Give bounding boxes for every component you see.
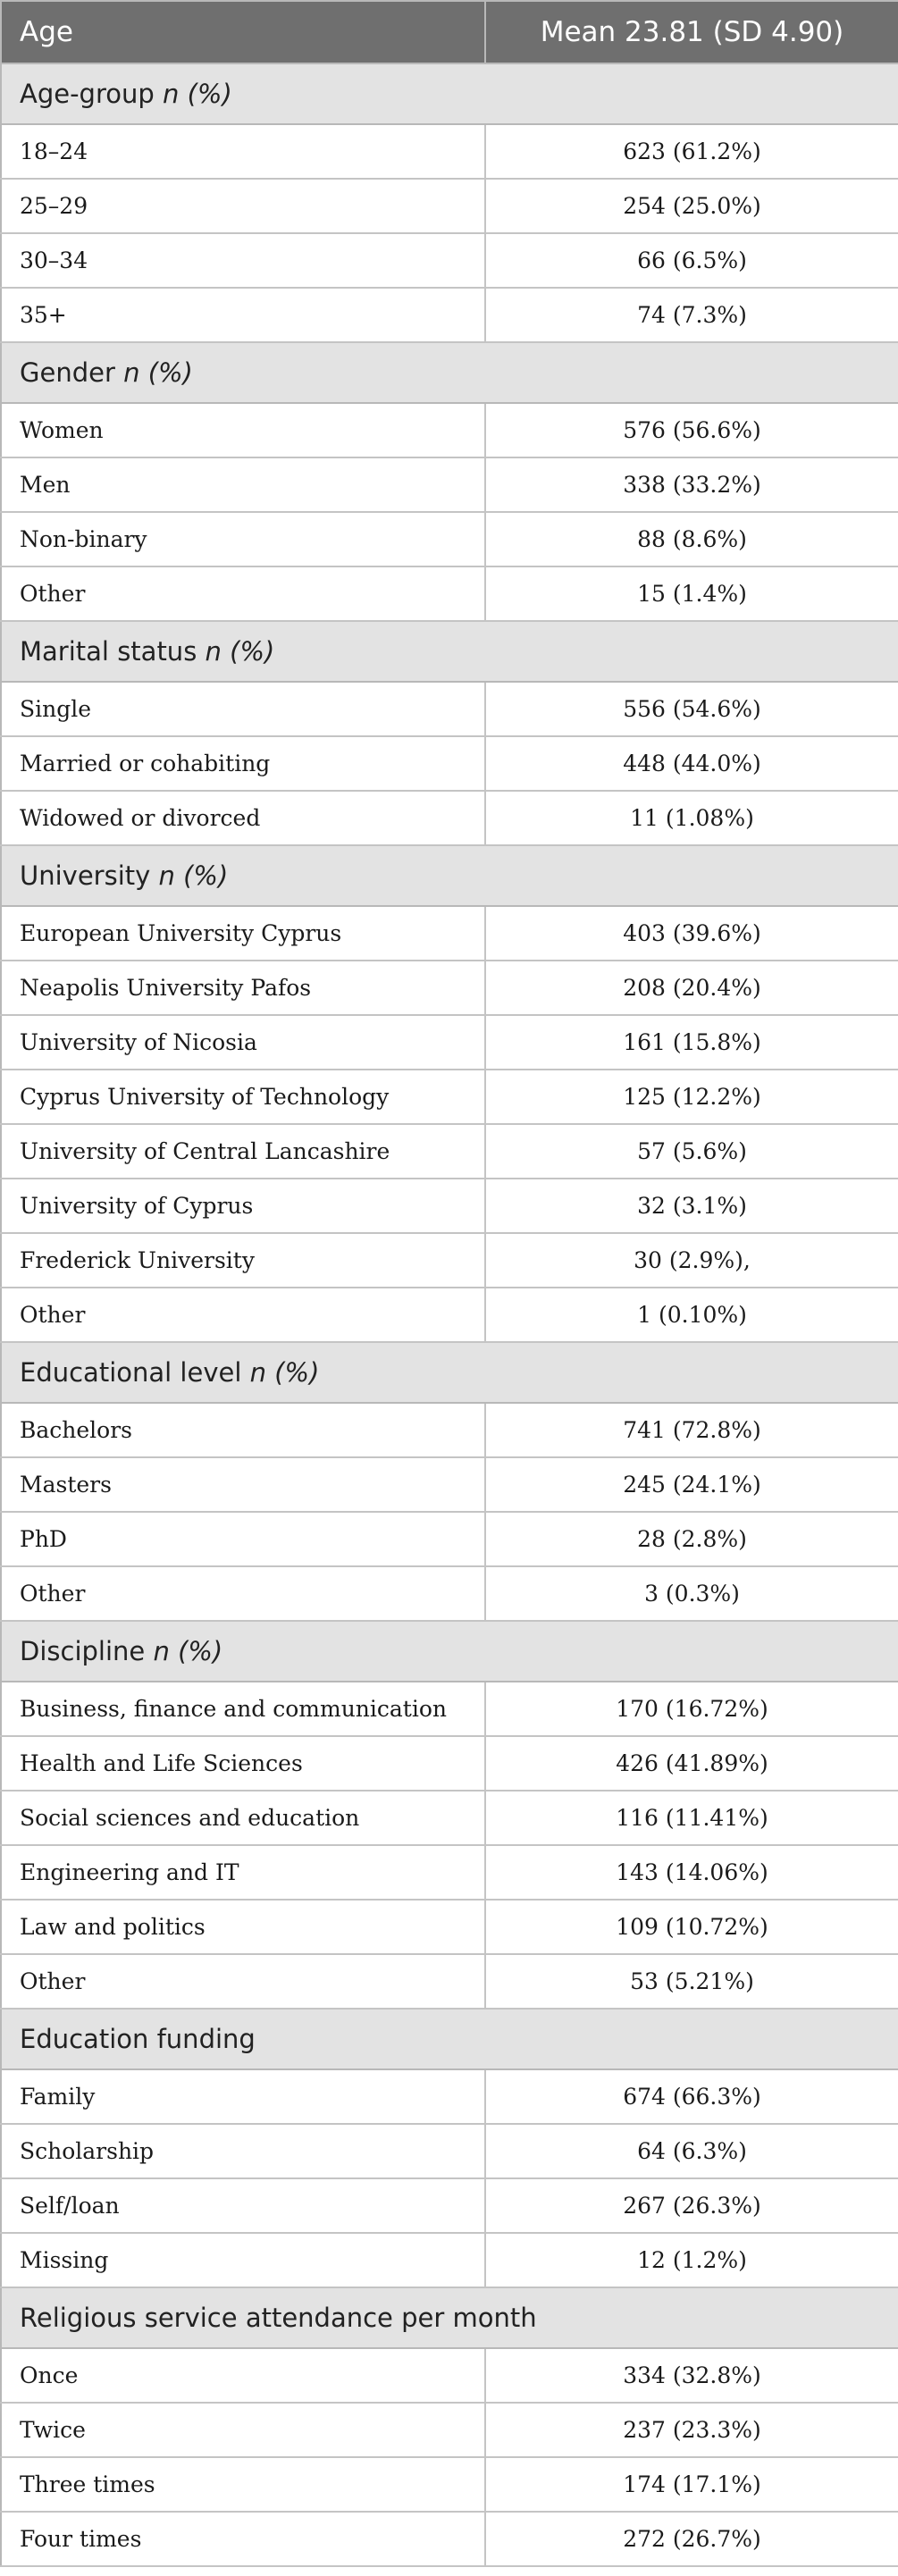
- row-value: 623 (61.2%): [485, 124, 898, 179]
- row-value: 576 (56.6%): [485, 403, 898, 457]
- row-label: University of Central Lancashire: [1, 1124, 485, 1179]
- row-value: 53 (5.21%): [485, 1954, 898, 2009]
- section-title-suffix: n (%): [153, 1636, 223, 1666]
- row-value: 161 (15.8%): [485, 1015, 898, 1070]
- section-title-text: Religious service attendance per month: [20, 2303, 537, 2333]
- section-title-suffix: n (%): [123, 357, 193, 388]
- row-value: 74 (7.3%): [485, 288, 898, 342]
- row-value: 426 (41.89%): [485, 1736, 898, 1791]
- row-label: Three times: [1, 2457, 485, 2512]
- table-row: [1, 1791, 898, 1845]
- section-title: [1, 845, 898, 906]
- table-row: [1, 124, 898, 179]
- row-label: Bachelors: [1, 1403, 485, 1457]
- table-row: [1, 1015, 898, 1070]
- header-mean: Mean 23.81 (SD 4.90): [485, 1, 898, 63]
- table-row: [1, 1512, 898, 1566]
- row-label: Twice: [1, 2403, 485, 2457]
- row-label: 35+: [1, 288, 485, 342]
- row-value: 125 (12.2%): [485, 1070, 898, 1124]
- row-label: PhD: [1, 1512, 485, 1566]
- row-label: Four times: [1, 2512, 485, 2566]
- section-title-suffix: n (%): [249, 1357, 320, 1388]
- table-row: [1, 682, 898, 736]
- row-label: Masters: [1, 1457, 485, 1512]
- row-value: 208 (20.4%): [485, 961, 898, 1015]
- row-value: 170 (16.72%): [485, 1682, 898, 1736]
- row-label: Frederick University: [1, 1233, 485, 1288]
- table-row: [1, 1736, 898, 1791]
- section-title-suffix: n (%): [205, 636, 275, 667]
- row-value: 57 (5.6%): [485, 1124, 898, 1179]
- table-row: [1, 1566, 898, 1621]
- row-label: Other: [1, 566, 485, 621]
- table-row: [1, 2403, 898, 2457]
- table-row: [1, 1403, 898, 1457]
- table-row: [1, 1845, 898, 1900]
- row-value: 245 (24.1%): [485, 1457, 898, 1512]
- row-label: European University Cyprus: [1, 906, 485, 961]
- table-row: [1, 1070, 898, 1124]
- section-title-text: Education funding: [20, 2024, 256, 2054]
- header-row: [1, 1, 898, 63]
- section-header-row: [1, 2009, 898, 2069]
- row-label: 25–29: [1, 179, 485, 233]
- table-row: [1, 1900, 898, 1954]
- table-row: [1, 1682, 898, 1736]
- table-row: [1, 1954, 898, 2009]
- row-label: Widowed or divorced: [1, 791, 485, 845]
- row-label: University of Nicosia: [1, 1015, 485, 1070]
- row-label: Neapolis University Pafos: [1, 961, 485, 1015]
- table-header: [1, 1, 898, 63]
- table-row: [1, 2069, 898, 2124]
- section-header-row: [1, 342, 898, 403]
- row-label: Non-binary: [1, 512, 485, 566]
- row-value: 109 (10.72%): [485, 1900, 898, 1954]
- row-value: 334 (32.8%): [485, 2348, 898, 2403]
- table-row: [1, 2124, 898, 2178]
- row-label: Missing: [1, 2233, 485, 2287]
- row-value: 12 (1.2%): [485, 2233, 898, 2287]
- row-value: 143 (14.06%): [485, 1845, 898, 1900]
- table-row: [1, 179, 898, 233]
- section-title-text: Educational level: [20, 1357, 242, 1388]
- section-header-row: [1, 63, 898, 124]
- row-value: 267 (26.3%): [485, 2178, 898, 2233]
- table-row: [1, 1233, 898, 1288]
- table-row: [1, 1288, 898, 1342]
- table-row: [1, 566, 898, 621]
- table-row: [1, 906, 898, 961]
- row-value: 674 (66.3%): [485, 2069, 898, 2124]
- row-label: Self/loan: [1, 2178, 485, 2233]
- section-title-suffix: n (%): [163, 79, 232, 109]
- row-label: Scholarship: [1, 2124, 485, 2178]
- section-header-row: [1, 2287, 898, 2348]
- row-value: 3 (0.3%): [485, 1566, 898, 1621]
- row-value: 15 (1.4%): [485, 566, 898, 621]
- row-value: 741 (72.8%): [485, 1403, 898, 1457]
- section-title: [1, 1621, 898, 1682]
- table-row: [1, 2233, 898, 2287]
- section-title-text: Gender: [20, 357, 115, 388]
- row-label: Women: [1, 403, 485, 457]
- row-value: 11 (1.08%): [485, 791, 898, 845]
- table-row: [1, 457, 898, 512]
- table-row: [1, 1124, 898, 1179]
- row-label: Cyprus University of Technology: [1, 1070, 485, 1124]
- row-value: 116 (11.41%): [485, 1791, 898, 1845]
- row-value: 28 (2.8%): [485, 1512, 898, 1566]
- row-label: Other: [1, 1566, 485, 1621]
- row-value: 237 (23.3%): [485, 2403, 898, 2457]
- table-row: [1, 791, 898, 845]
- section-title-text: University: [20, 860, 151, 891]
- section-header-row: [1, 1621, 898, 1682]
- row-value: 174 (17.1%): [485, 2457, 898, 2512]
- table-row: [1, 2457, 898, 2512]
- row-label: Men: [1, 457, 485, 512]
- row-label: Other: [1, 1288, 485, 1342]
- row-value: 403 (39.6%): [485, 906, 898, 961]
- row-label: Engineering and IT: [1, 1845, 485, 1900]
- section-header-row: [1, 1342, 898, 1403]
- section-title: [1, 2287, 898, 2348]
- row-value: 338 (33.2%): [485, 457, 898, 512]
- section-header-row: [1, 845, 898, 906]
- row-value: 32 (3.1%): [485, 1179, 898, 1233]
- row-value: 254 (25.0%): [485, 179, 898, 233]
- row-label: Law and politics: [1, 1900, 485, 1954]
- table-row: [1, 512, 898, 566]
- row-value: 272 (26.7%): [485, 2512, 898, 2566]
- table-row: [1, 233, 898, 288]
- row-label: 18–24: [1, 124, 485, 179]
- table-row: [1, 2348, 898, 2403]
- table-row: [1, 1457, 898, 1512]
- header-age: Age: [1, 1, 485, 63]
- table-row: [1, 736, 898, 791]
- section-title: [1, 2009, 898, 2069]
- section-title-text: Age-group: [20, 79, 155, 109]
- section-title: [1, 342, 898, 403]
- section-title: [1, 621, 898, 682]
- section-title: [1, 1342, 898, 1403]
- section-title-suffix: n (%): [158, 860, 229, 891]
- section-title-text: Discipline: [20, 1636, 146, 1666]
- table-body: [1, 63, 898, 2566]
- section-title-text: Marital status: [20, 636, 197, 667]
- row-label: Health and Life Sciences: [1, 1736, 485, 1791]
- row-value: 64 (6.3%): [485, 2124, 898, 2178]
- table-row: [1, 2512, 898, 2566]
- table-row: [1, 403, 898, 457]
- row-value: 448 (44.0%): [485, 736, 898, 791]
- row-label: University of Cyprus: [1, 1179, 485, 1233]
- row-value: 30 (2.9%),: [485, 1233, 898, 1288]
- row-label: Married or cohabiting: [1, 736, 485, 791]
- row-label: Family: [1, 2069, 485, 2124]
- row-label: Business, finance and communication: [1, 1682, 485, 1736]
- row-label: Single: [1, 682, 485, 736]
- table-row: [1, 288, 898, 342]
- row-value: 66 (6.5%): [485, 233, 898, 288]
- table-row: [1, 1179, 898, 1233]
- table-row: [1, 2178, 898, 2233]
- row-value: 88 (8.6%): [485, 512, 898, 566]
- row-label: Social sciences and education: [1, 1791, 485, 1845]
- table-row: [1, 961, 898, 1015]
- row-value: 556 (54.6%): [485, 682, 898, 736]
- row-value: 1 (0.10%): [485, 1288, 898, 1342]
- section-header-row: [1, 621, 898, 682]
- row-label: Once: [1, 2348, 485, 2403]
- row-label: 30–34: [1, 233, 485, 288]
- row-label: Other: [1, 1954, 485, 2009]
- section-title: [1, 63, 898, 124]
